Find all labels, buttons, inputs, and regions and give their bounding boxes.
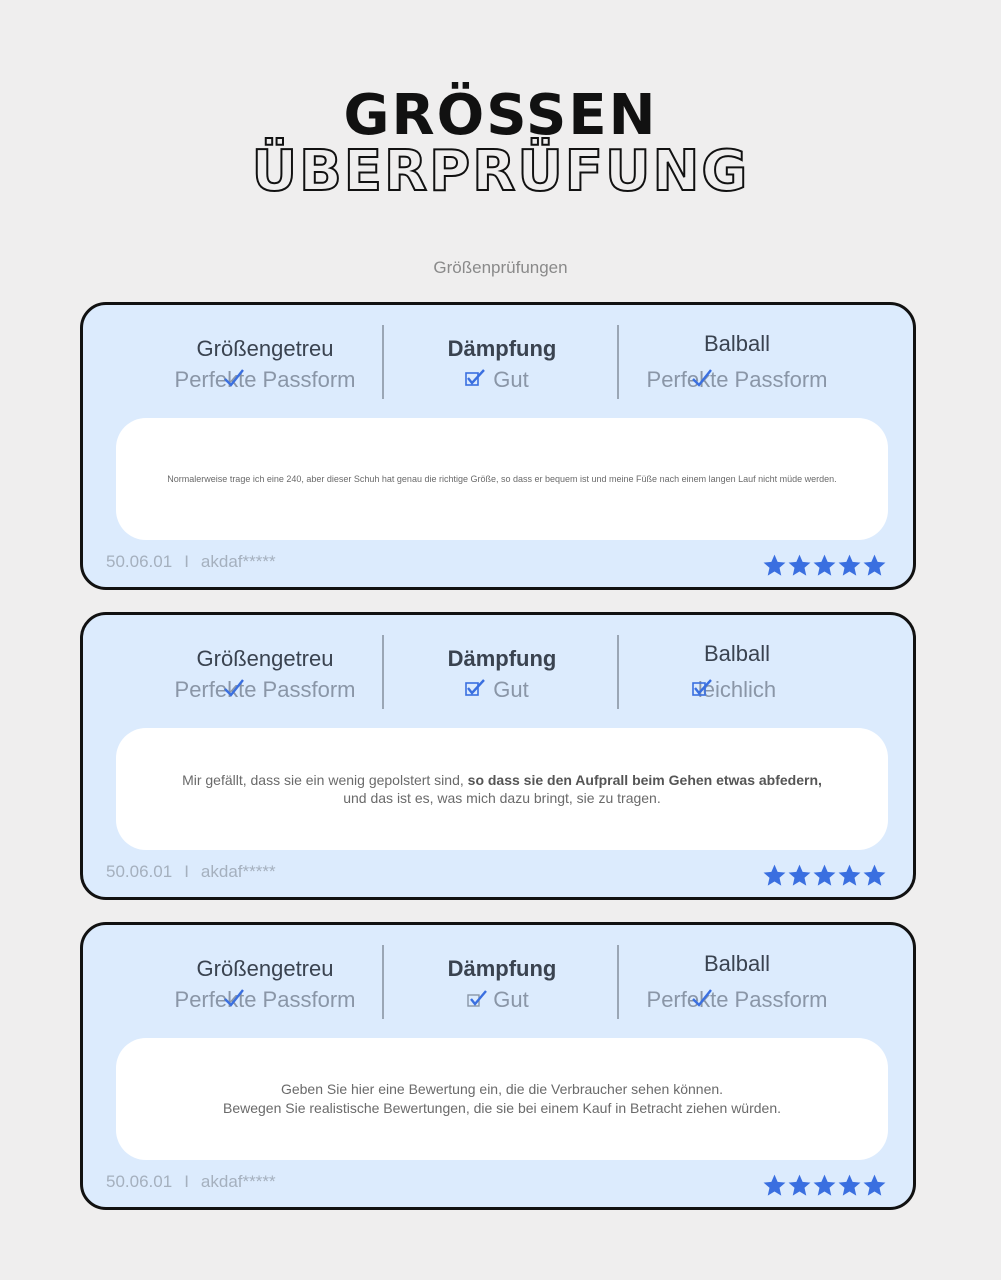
star-rating bbox=[762, 863, 887, 889]
criterion-label: Balball bbox=[703, 641, 771, 666]
review-card bbox=[80, 922, 916, 1210]
check-icon bbox=[463, 366, 487, 390]
star-icon bbox=[862, 553, 887, 578]
star-rating bbox=[762, 553, 887, 579]
star-icon bbox=[762, 1173, 787, 1198]
section-subheading: Größenprüfungen bbox=[433, 258, 568, 277]
check-icon bbox=[222, 986, 246, 1010]
star-icon bbox=[762, 863, 787, 888]
criterion-balball bbox=[621, 635, 853, 711]
criterion-cushioning bbox=[386, 635, 618, 711]
star-icon bbox=[837, 553, 862, 578]
star-icon bbox=[862, 863, 887, 888]
divider bbox=[617, 945, 619, 1019]
criterion-value: Perfekte Passform bbox=[174, 677, 356, 702]
criterion-size bbox=[149, 635, 381, 711]
criterion-value: Perfekte Passform bbox=[646, 367, 828, 392]
review-card bbox=[80, 302, 916, 590]
criterion-cushioning bbox=[386, 325, 618, 401]
divider bbox=[382, 635, 384, 709]
review-card bbox=[80, 612, 916, 900]
check-icon bbox=[690, 986, 714, 1010]
review-text: Normalerweise trage ich eine 240, aber dieser Schuh hat genau die richtige Größe, so dass er bequem ist und meine Füße nach einem langen Lauf nicht müde werden. bbox=[116, 418, 888, 540]
star-icon bbox=[812, 1173, 837, 1198]
check-icon bbox=[690, 366, 714, 390]
meta-separator: I bbox=[184, 1172, 189, 1191]
criterion-label: Dämpfung bbox=[447, 646, 557, 671]
review-date: 50.06.01 bbox=[106, 862, 173, 881]
star-icon bbox=[862, 1173, 887, 1198]
star-icon bbox=[812, 553, 837, 578]
star-rating bbox=[762, 1173, 887, 1199]
criterion-value: Perfekte Passform bbox=[174, 987, 356, 1012]
check-icon bbox=[465, 986, 489, 1010]
page-title-line1: GRÖSSEN bbox=[343, 83, 658, 148]
review-meta bbox=[106, 1172, 276, 1192]
criterion-label: Größengetreu bbox=[196, 646, 334, 671]
criterion-value: Gut bbox=[386, 985, 618, 1015]
criterion-label: Dämpfung bbox=[447, 956, 557, 981]
criterion-value: Gut bbox=[386, 365, 618, 395]
star-icon bbox=[787, 863, 812, 888]
check-icon bbox=[690, 676, 714, 700]
star-icon bbox=[787, 1173, 812, 1198]
criterion-value: Perfekte Passform bbox=[174, 367, 356, 392]
criterion-balball bbox=[621, 325, 853, 401]
divider bbox=[382, 325, 384, 399]
meta-separator: I bbox=[184, 862, 189, 881]
criterion-label: Größengetreu bbox=[196, 956, 334, 981]
criterion-value: Perfekte Passform bbox=[646, 987, 828, 1012]
divider bbox=[382, 945, 384, 1019]
review-meta bbox=[106, 552, 276, 572]
check-icon bbox=[222, 366, 246, 390]
criterion-size bbox=[149, 945, 381, 1021]
review-text: Geben Sie hier eine Bewertung ein, die die Verbraucher sehen können. Bewegen Sie realistische Bewertungen, die sie bei einem Kauf in Betracht ziehen würden. bbox=[116, 1038, 888, 1160]
criterion-label: Balball bbox=[703, 331, 771, 356]
criterion-size bbox=[149, 325, 381, 401]
criterion-cushioning bbox=[386, 945, 618, 1021]
criterion-value: leichlich bbox=[621, 675, 853, 705]
star-icon bbox=[812, 863, 837, 888]
criterion-label: Größengetreu bbox=[196, 336, 334, 361]
review-user: akdaf***** bbox=[200, 1172, 276, 1191]
review-text: Mir gefällt, dass sie ein wenig gepolstert sind, so dass sie den Aufprall beim Gehen etwas abfedern, und das ist es, was mich dazu bringt, sie zu tragen. bbox=[116, 728, 888, 850]
criterion-label: Dämpfung bbox=[447, 336, 557, 361]
meta-separator: I bbox=[184, 552, 189, 571]
review-date: 50.06.01 bbox=[106, 1172, 173, 1191]
criterion-balball bbox=[621, 945, 853, 1021]
star-icon bbox=[762, 553, 787, 578]
star-icon bbox=[837, 863, 862, 888]
review-meta bbox=[106, 862, 276, 882]
review-date: 50.06.01 bbox=[106, 552, 173, 571]
check-icon bbox=[222, 676, 246, 700]
page-title-line2: ÜBERPRÜFUNG bbox=[251, 139, 750, 204]
check-icon bbox=[463, 676, 487, 700]
star-icon bbox=[837, 1173, 862, 1198]
criterion-value: Gut bbox=[386, 675, 618, 705]
review-user: akdaf***** bbox=[200, 552, 276, 571]
criterion-label: Balball bbox=[703, 951, 771, 976]
divider bbox=[617, 635, 619, 709]
review-user: akdaf***** bbox=[200, 862, 276, 881]
star-icon bbox=[787, 553, 812, 578]
divider bbox=[617, 325, 619, 399]
